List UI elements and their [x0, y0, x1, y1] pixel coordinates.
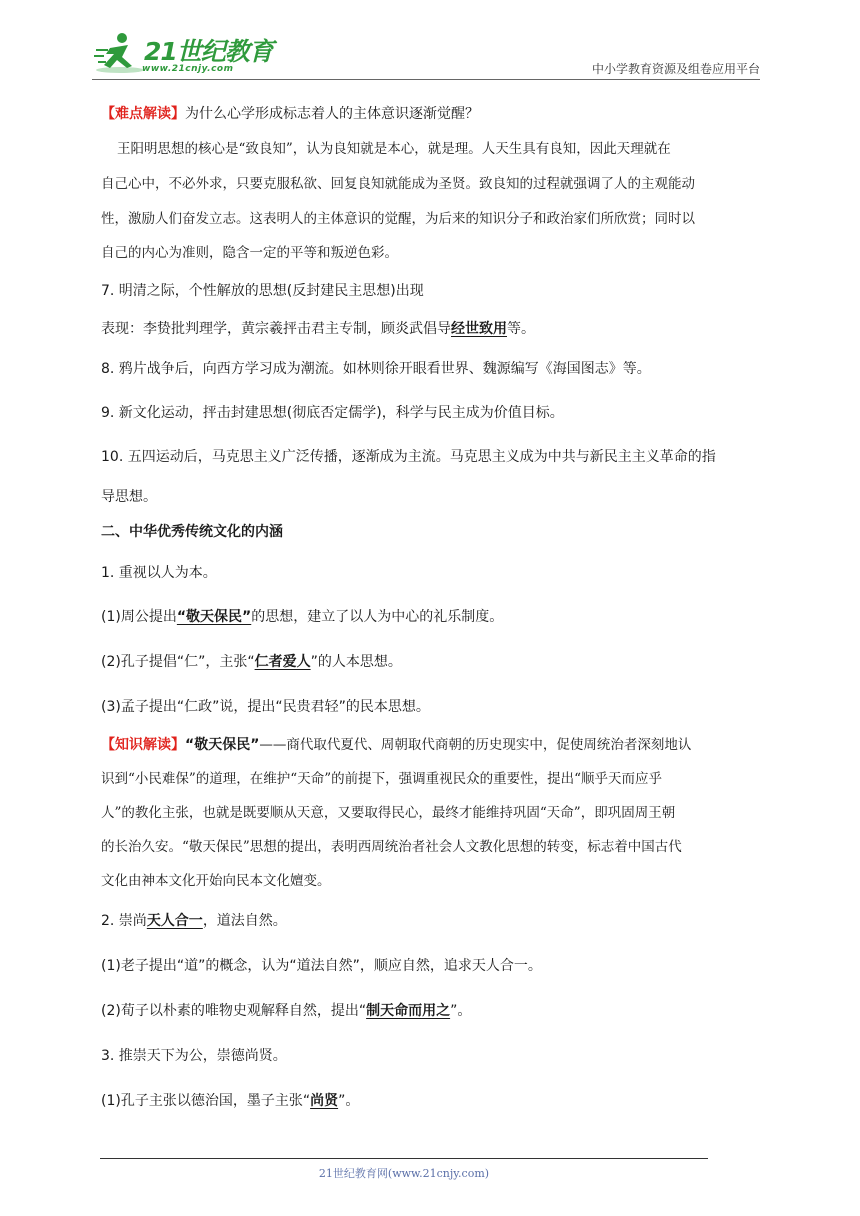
text-span: ”。 [338, 1093, 360, 1109]
item-10: 10. 五四运动后，马克思主义广泛传播，逐渐成为主流。马克思主义成为中共与新民主主义革命的指 [101, 449, 716, 465]
text-span: (1)周公提出 [101, 609, 177, 625]
knowledge-line: 识到“小民难保”的道理，在维护“天命”的前提下，强调重视民众的重要性，提出“顺乎天而应乎 [101, 771, 663, 787]
item-10-cont: 导思想。 [101, 489, 157, 505]
point-1-1 [101, 606, 503, 628]
text-span: 的思想，建立了以人为中心的礼乐制度。 [251, 609, 504, 625]
point-1-3: (3)孟子提出“仁政”说，提出“民贵君轻”的民本思想。 [101, 699, 430, 715]
knowledge-line: 人”的教化主张，也就是既要顺从天意，又要取得民心，最终才能维持巩固“天命”，即巩固周王朝 [101, 805, 676, 821]
difficulty-question [101, 103, 479, 125]
knowledge-line: 的长治久安。“敬天保民”思想的提出，表明西周统治者社会人文教化思想的转变，标志着中国古代 [101, 839, 682, 855]
page-footer: 21世纪教育网(www.21cnjy.com) [318, 1167, 490, 1180]
text-span: (2)荀子以朴素的唯物史观解释自然，提出“ [101, 1003, 367, 1019]
point-3-1 [101, 1090, 359, 1112]
key-term: 天人合一 [146, 913, 203, 929]
text-span: 2. 崇尚 [101, 913, 147, 929]
knowledge-tag: 【知识解读】 [101, 737, 185, 753]
item-7: 7. 明清之际，个性解放的思想(反封建民主思想)出现 [101, 283, 424, 299]
key-term: 经世致用 [451, 321, 507, 337]
knowledge-text: ——商代取代夏代、周朝取代商朝的历史现实中，促使周统治者深刻地认 [259, 737, 692, 753]
text-span: (1)孔子主张以德治国，墨子主张“ [101, 1093, 311, 1109]
knowledge-note [101, 734, 691, 756]
logo-text: 21世纪教育 [144, 37, 273, 66]
text-span: ”。 [450, 1003, 472, 1019]
key-term: 仁者爱人 [254, 654, 311, 670]
item-7-detail [101, 318, 535, 340]
item-8: 8. 鸦片战争后，向西方学习成为潮流。如林则徐开眼看世界、魏源编写《海国图志》等。 [101, 361, 651, 377]
text-span: ”的人本思想。 [310, 654, 402, 670]
key-term: 制天命而用之 [366, 1003, 451, 1019]
platform-name: 中小学教育资源及组卷应用平台 [591, 62, 760, 76]
note-line: 王阳明思想的核心是“致良知”，认为良知就是本心，就是理。人天生具有良知，因此天理就在 [117, 141, 671, 157]
text-span: (2)孔子提倡“仁”，主张“ [101, 654, 255, 670]
text-span: 表现：李贽批判理学，黄宗羲抨击君主专制，顾炎武倡导 [101, 321, 451, 337]
header-divider [92, 79, 760, 80]
logo-url: www.21cnjy.com [142, 64, 234, 74]
key-term: 尚贤 [310, 1093, 339, 1109]
item-9: 9. 新文化运动，抨击封建思想(彻底否定儒学)，科学与民主成为价值目标。 [101, 405, 564, 421]
point-2-1: (1)老子提出“道”的概念，认为“道法自然”，顺应自然，追求天人合一。 [101, 958, 542, 974]
text-span: ，道法自然。 [202, 913, 287, 929]
knowledge-key: “敬天保民” [185, 737, 260, 753]
footer-divider [100, 1158, 708, 1159]
point-1: 1. 重视以人为本。 [101, 565, 217, 581]
point-1-2 [101, 651, 402, 673]
key-term: “敬天保民” [176, 609, 252, 625]
section-heading: 二、中华优秀传统文化的内涵 [101, 524, 283, 540]
difficulty-tag: 【难点解读】 [101, 106, 185, 122]
note-line: 性，激励人们奋发立志。这表明人的主体意识的觉醒，为后来的知识分子和政治家们所欣赏；同时以 [101, 211, 695, 227]
point-2-2 [101, 1000, 471, 1022]
page-header [92, 30, 760, 80]
runner-logo-icon [92, 30, 148, 76]
text-span: 等。 [507, 321, 535, 337]
point-3: 3. 推崇天下为公，崇德尚贤。 [101, 1048, 287, 1064]
site-logo [92, 30, 273, 78]
knowledge-line: 文化由神本文化开始向民本文化嬗变。 [101, 873, 331, 889]
point-2 [101, 910, 287, 932]
difficulty-question-text: 为什么心学形成标志着人的主体意识逐渐觉醒？ [185, 106, 479, 122]
note-line: 自己心中，不必外求，只要克服私欲、回复良知就能成为圣贤。致良知的过程就强调了人的主观能动 [101, 176, 695, 192]
note-line: 自己的内心为准则，隐含一定的平等和叛逆色彩。 [101, 245, 398, 261]
